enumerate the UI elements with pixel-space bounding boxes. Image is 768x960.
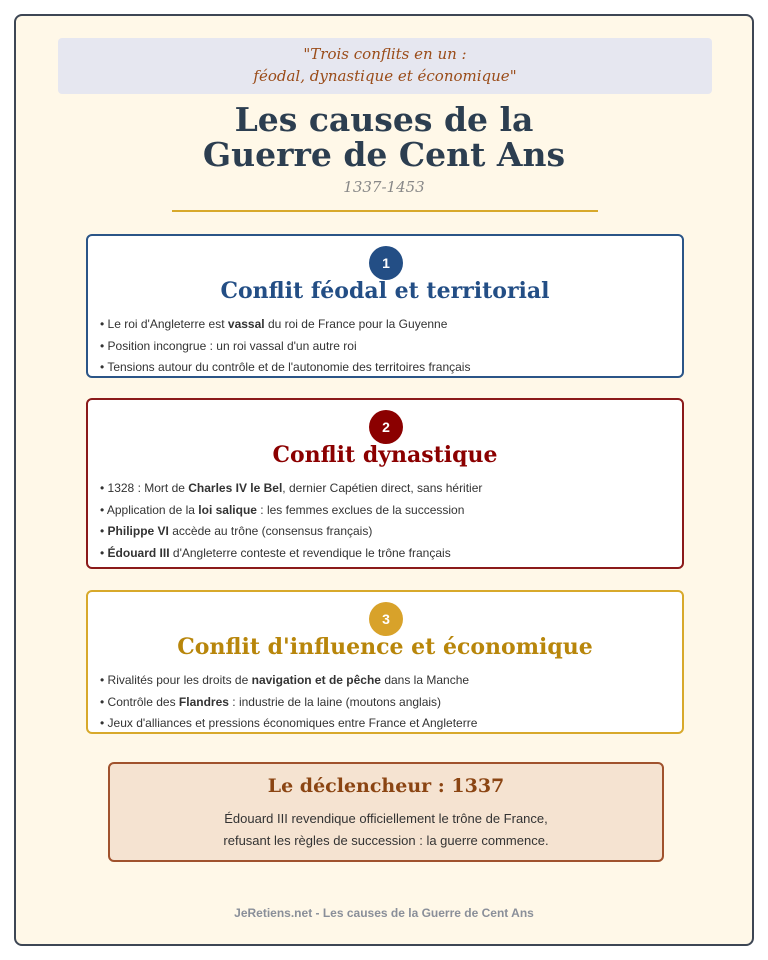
section-number-badge: 3 [369,602,403,636]
title-line-1: Les causes de la [234,100,534,139]
section-card-dynastique [86,398,684,569]
section-list [100,314,470,379]
section-heading: Conflit dynastique [272,442,498,468]
section-list [100,478,482,564]
footer-credit: JeRetiens.net - Les causes de la Guerre de Cent Ans [234,906,534,920]
trigger-text [110,808,662,852]
list-item: • Édouard III d'Angleterre conteste et revendique le trône français [100,545,451,560]
infographic-page [14,14,754,946]
list-item: • Tensions autour du contrôle et de l'autonomie des territoires français [100,360,471,374]
date-range: 1337-1453 [343,178,425,196]
list-item: • Philippe VI accède au trône (consensus français) [100,524,373,538]
trigger-box [108,762,664,862]
section-card-economique [86,590,684,734]
quote-line-2: féodal, dynastique et économique" [253,67,517,85]
list-item: • Contrôle des Flandres : industrie de la laine (moutons anglais) [100,694,442,709]
section-card-feodal [86,234,684,378]
quote-line-1: "Trois conflits en un : [303,45,467,63]
trigger-line-2: refusant les règles de succession : la guerre commence. [223,833,549,848]
section-heading: Conflit d'influence et économique [177,634,593,660]
title-line-2: Guerre de Cent Ans [202,135,566,174]
trigger-line-1: Édouard III revendique officiellement le trône de France, [224,811,548,826]
list-item: • Application de la loi salique : les femmes exclues de la succession [100,502,465,517]
page-title [16,102,752,172]
list-item: • Le roi d'Angleterre est vassal du roi de France pour la Guyenne [100,317,448,331]
section-number-badge: 2 [369,410,403,444]
section-heading: Conflit féodal et territorial [220,278,550,304]
list-item: • Jeux d'alliances et pressions économiques entre France et Angleterre [100,716,478,730]
trigger-heading: Le déclencheur : 1337 [267,775,505,797]
list-item: • 1328 : Mort de Charles IV le Bel, dernier Capétien direct, sans héritier [100,481,483,495]
quote-banner [58,38,712,94]
title-divider [172,210,598,212]
list-item: • Position incongrue : un roi vassal d'un autre roi [100,338,357,353]
list-item: • Rivalités pour les droits de navigation et de pêche dans la Manche [100,673,470,687]
section-number-badge: 1 [369,246,403,280]
section-list [100,670,477,735]
